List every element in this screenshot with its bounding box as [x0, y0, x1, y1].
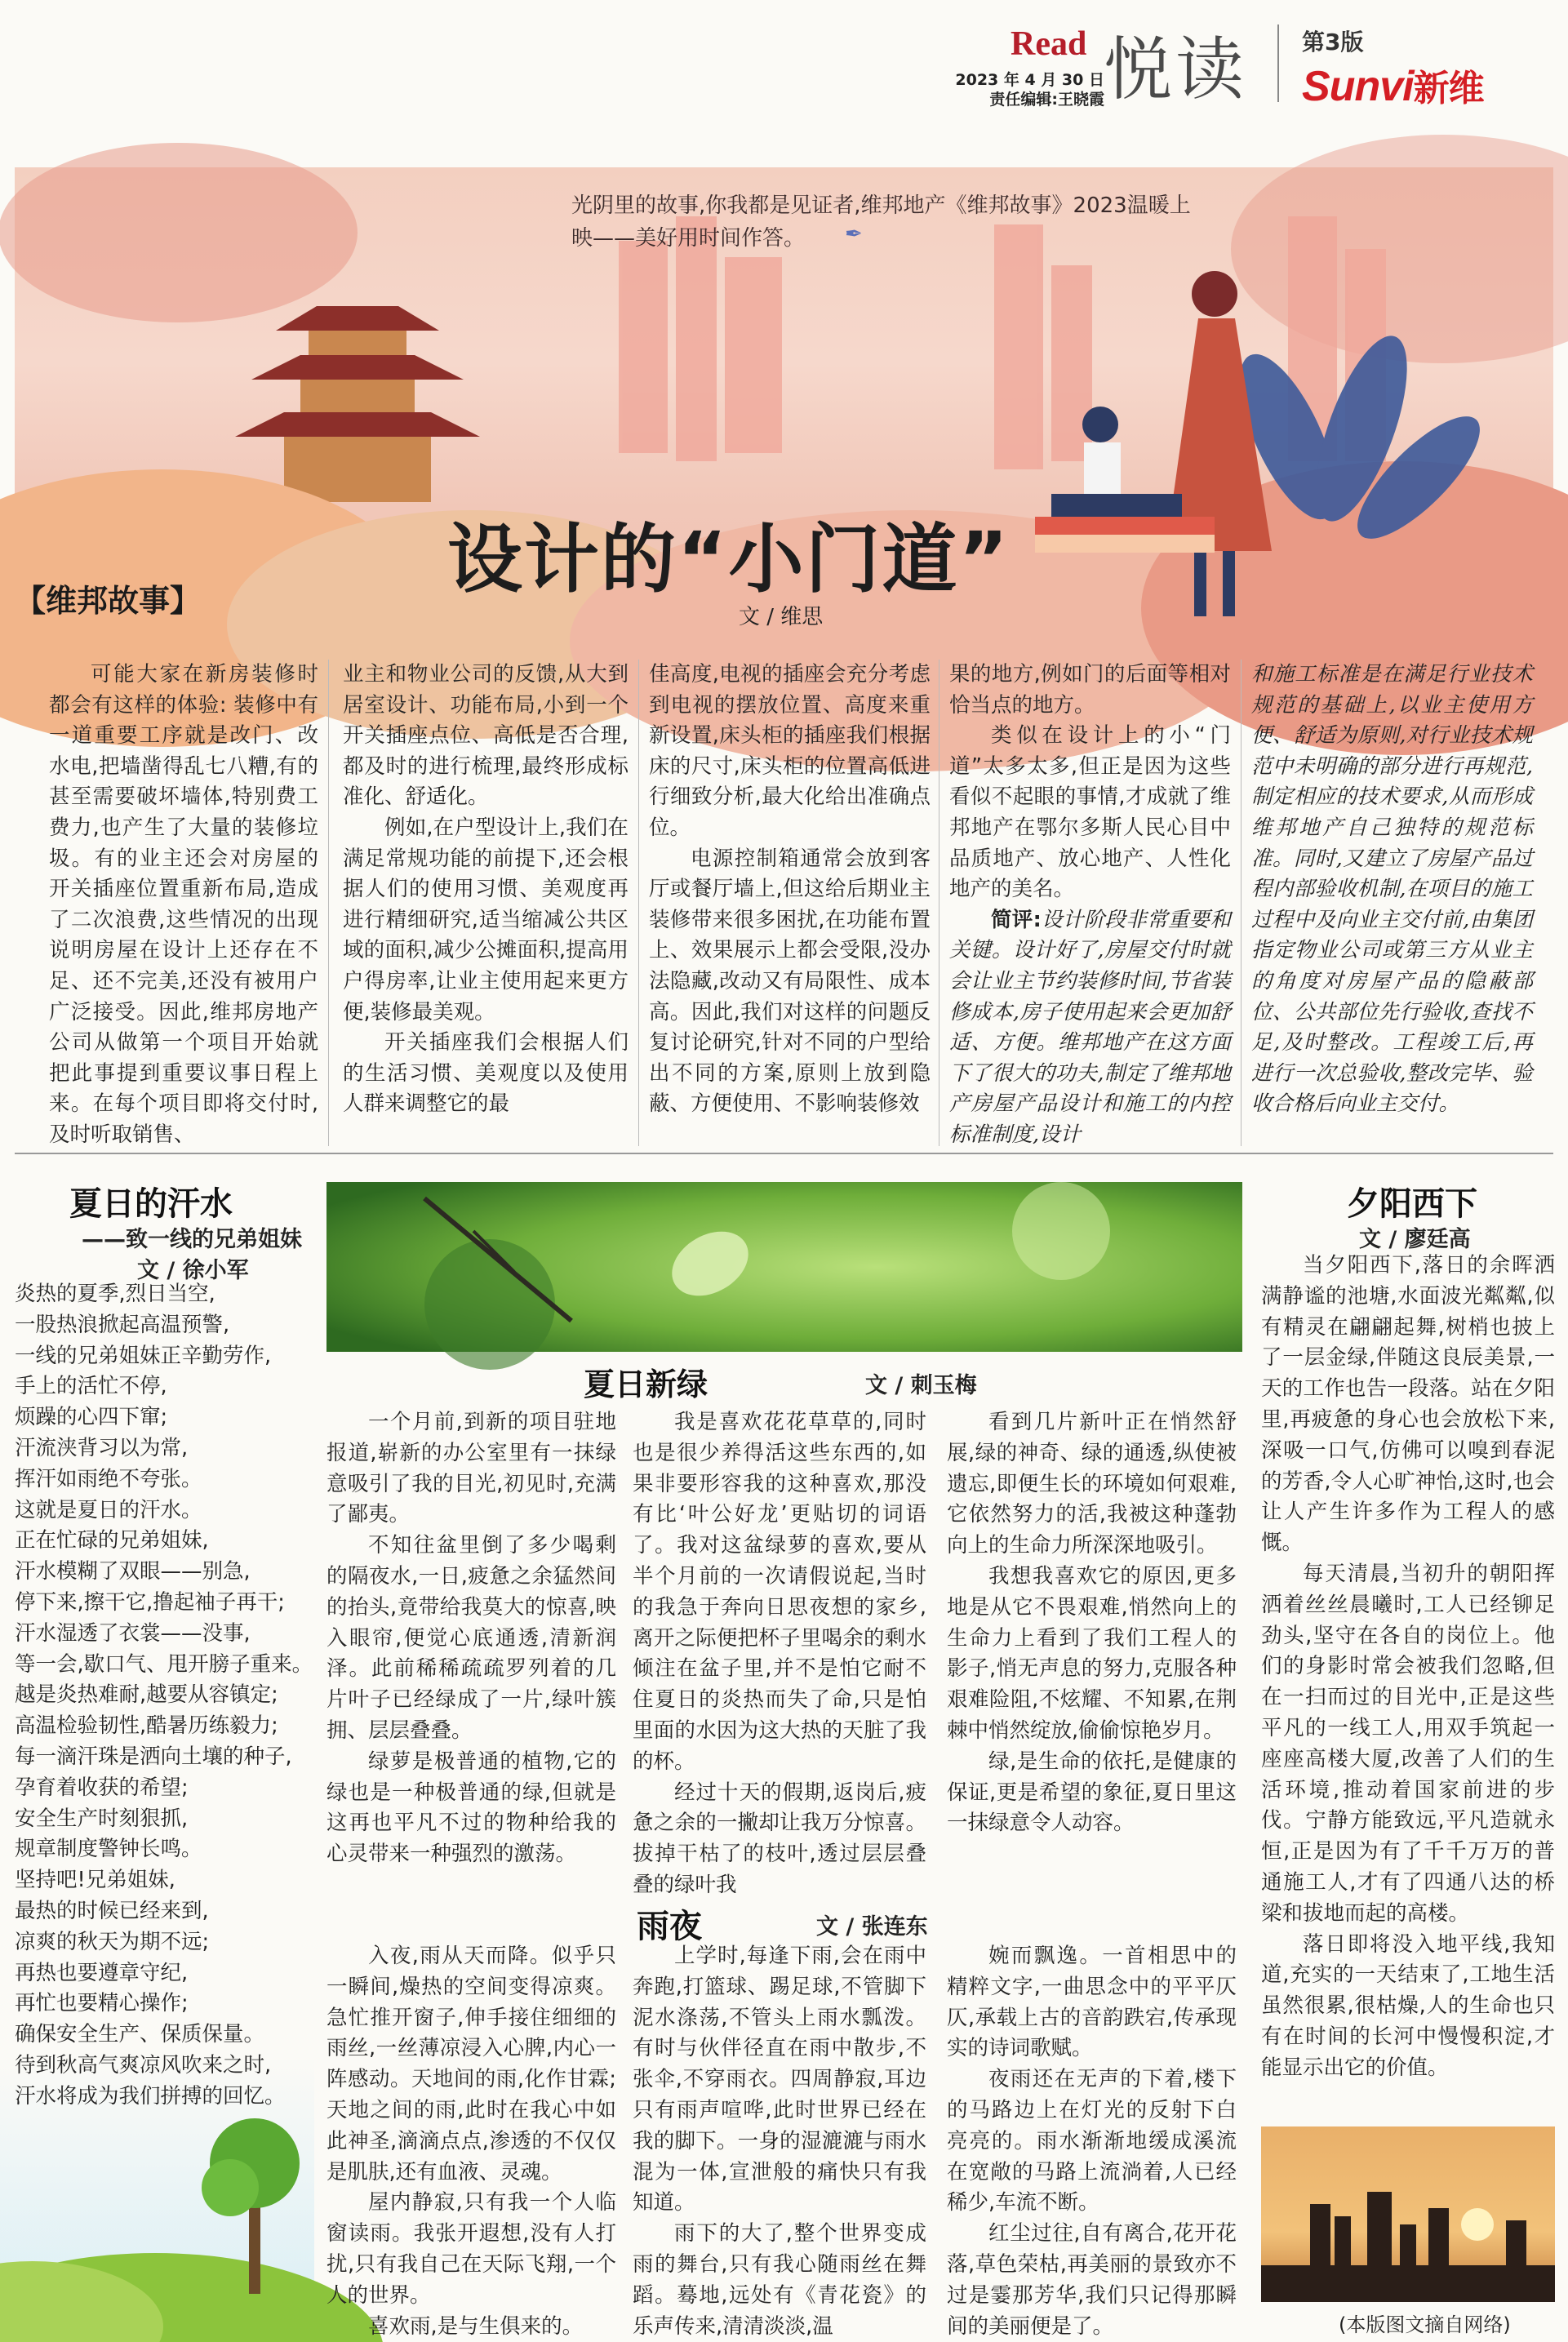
paragraph: 上学时,每逢下雨,会在雨中奔跑,打篮球、踢足球,不管脚下泥水涤荡,不管头上雨水瓢泼。有时与伙伴径直在雨中散步,不张伞,不穿雨衣。四周静寂,耳边只有雨声喧哗,此时世界已经在我的脚下。一身的湿漉漉与雨水混为一体,宣泄般的痛快只有我知道。 — [633, 1944, 926, 2215]
banner-intro: 光阴里的故事,你我都是见证者,维邦地产《维邦故事》2023温暖上映——美好用时间作答。 — [571, 193, 1191, 251]
comment-text: 设计阶段非常重要和关键。设计好了,房屋交付时就会让业主节约装修时间,节省装修成本,房子使用起来会更加舒适、方便。维邦地产在这方面下了很大的功夫,制定了维邦地产房屋产品设计和施工的内控标准制度,设计 — [949, 907, 1231, 1147]
paragraph: 绿,是生命的依托,是健康的保证,更是希望的象征,夏日里这一抹绿意令人动容。 — [947, 1749, 1237, 1836]
rain-col3 — [947, 1941, 1237, 2339]
main-story-col3 — [649, 660, 931, 1149]
main-story-col5 — [1251, 660, 1533, 1149]
sunset-photo-art — [1261, 2126, 1555, 2302]
brand-logo — [1302, 59, 1484, 111]
main-story-col1 — [49, 660, 318, 1149]
paragraph: 看到几片新叶正在悄然舒展,绿的神奇、绿的通透,纵使被遗忘,即便生长的环境如何艰难,它依然努力的活,我被这种蓬勃向上的生命力所深深地吸引。 — [947, 1410, 1237, 1558]
sunset-body — [1261, 1251, 1555, 2120]
green-col1 — [326, 1407, 616, 1873]
rain-col2 — [633, 1941, 926, 2339]
main-headline: 设计的“小门道” — [447, 516, 1010, 603]
leaf-photo — [326, 1182, 1242, 1352]
rain-title: 雨夜 — [637, 1907, 702, 1945]
sunset-photo — [1261, 2126, 1555, 2302]
rain-col1 — [326, 1941, 616, 2339]
issue-date: 2023 年 4 月 30 日 — [955, 71, 1104, 89]
paragraph: 一个月前,到新的项目驻地报道,崭新的办公室里有一抹绿意吸引了我的目光,初见时,充满了鄙夷。 — [326, 1410, 616, 1527]
poem-subtitle: ——致一线的兄弟姐妹 — [82, 1227, 302, 1252]
paragraph: 落日即将没入地平线,我知道,充实的一天结束了,工地生活虽然很累,很枯燥,人的生命也只有在时间的长河中慢慢积淀,才能显示出它的价值。 — [1261, 1931, 1555, 2080]
paragraph: 电源控制箱通常会放到客厅或餐厅墙上,但这给后期业主装修带来很多困扰,在功能布置上、效果展示上都会受限,没办法隐藏,改动又有局限性、成本高。因此,我们对这样的问题反复讨论研究,针对不同的户型给出不同的方案,原则上放到隐蔽、方便使用、不影响装修效 — [649, 846, 931, 1117]
paragraph: 喜欢雨,是与生俱来的。 — [368, 2313, 584, 2339]
paragraph: 雨下的大了,整个世界变成雨的舞台,只有我心随雨丝在舞蹈。蓦地,远处有《青花瓷》的乐声传来,清清淡淡,温 — [633, 2221, 926, 2339]
sunset-byline: 文 / 廖廷高 — [1359, 1227, 1471, 1252]
masthead-read-en: Read — [1011, 25, 1087, 63]
image-credit: (本版图文摘自网络) — [1339, 2313, 1511, 2336]
paragraph: 我是喜欢花花草草的,同时也是很少养得活这些东西的,如果非要形容我的这种喜欢,那没有比‘叶公好龙’更贴切的词语了。我对这盆绿萝的喜欢,要从半个月前的一次请假说起,当时的我急于奔向日思夜想的家乡,离开之际便把杯子里喝余的剩水倾注在盆子里,并不是怕它耐不住夏日的炎热而失了命,只是怕里面的水因为这大热的天脏了我的杯。 — [633, 1410, 926, 1774]
rain-byline: 文 / 张连东 — [816, 1914, 928, 1940]
paragraph: 我想我喜欢它的原因,更多地是从它不畏艰难,悄然向上的生命力上看到了我们工程人的影子,悄无声息的努力,克服各种艰难险阻,不炫耀、不知累,在荆棘中悄然绽放,偷偷惊艳岁月。 — [947, 1563, 1237, 1743]
paragraph: 屋内静寂,只有我一个人临窗读雨。我张开遐想,没有人打扰,只有我自己在天际飞翔,一个人的世界。 — [326, 2190, 616, 2308]
paragraph: 不知往盆里倒了多少喝剩的隔夜水,一日,疲惫之余猛然间的抬头,竟带给我莫大的惊喜,映入眼帘,便觉心底通透,清新润泽。此前稀稀疏疏罗列着的几片叶子已经绿成了一片,绿叶簇拥、层层叠叠。 — [326, 1533, 616, 1743]
masthead-divider — [1277, 24, 1279, 102]
green-col3 — [947, 1407, 1237, 1873]
paragraph: 每天清晨,当初升的朝阳挥洒着丝丝晨曦时,工人已经铆足劲头,坚守在各自的岗位上。他们的身影时常会被我们忽略,但在一扫而过的目光中,正是这些平凡的一线工人,用双手筑起一座座高楼大厦,改善了人们的生活环境,推动着国家前进的步伐。宁静方能致远,平凡造就永恒,正是因为有了千千万万的普通施工人,才有了四通八达的桥梁和拔地而起的高楼。 — [1261, 1561, 1555, 1926]
masthead-read-cn: 悦读 — [1104, 29, 1248, 109]
paragraph: 经过十天的假期,返岗后,疲惫之余的一撇却让我万分惊喜。拔掉干枯了的枝叶,透过层层叠叠的绿叶我 — [633, 1780, 926, 1897]
green-byline: 文 / 刺玉梅 — [865, 1373, 977, 1398]
logo-latin: Sunvi — [1302, 63, 1414, 110]
editor-credit: 责任编辑:王晓霞 — [989, 91, 1104, 109]
paragraph: 红尘过往,自有离合,花开花落,草色荣枯,再美丽的景致亦不过是霎那芳华,我们只记得那瞬间的美丽便是了。 — [947, 2221, 1237, 2339]
sunset-title: 夕阳西下 — [1347, 1184, 1477, 1223]
column-tag: 【维邦故事】 — [15, 583, 202, 619]
paragraph: 类似在设计上的小“门道”太多太多,但正是因为这些看似不起眼的事情,才成就了维邦地产在鄂尔多斯人民心目中品质地产、放心地产、人性化地产的美名。 — [949, 723, 1231, 902]
green-title: 夏日新绿 — [584, 1366, 708, 1402]
comment-paragraph — [949, 905, 1231, 1151]
paragraph: 佳高度,电视的插座会充分考虑到电视的摆放位置、高度来重新设置,床头柜的插座我们根据床的尺寸,床头柜的位置高低进行细致分析,最大化给出准确点位。 — [649, 662, 931, 840]
paragraph: 果的地方,例如门的后面等相对恰当点的地方。 — [949, 662, 1231, 718]
poem-text: 炎热的夏季,烈日当空, 一股热浪掀起高温预警, 一线的兄弟姐妹正辛勤劳作, 手上的活忙不停, 烦躁的心四下窜; 汗流浃背习以为常, 挥汗如雨绝不夸张。 这就是夏日的汗水。 正在忙碌的兄弟姐妹, 汗水模糊了双眼——别急, 停下来,擦干它,撸起袖子再干; 汗水湿透了衣裳——没事, 等一会,歇口气、甩开膀子重来。 越是炎热难耐,越要从容镇定; 高温检验韧性,酷暑历练毅力; 每一滴汗珠是洒向土壤的种子, 孕育着收获的希望; 安全生产时刻狠抓, 规章制度警钟长鸣。 坚持吧!兄弟姐妹, 最热的时候已经来到, 凉爽的秋天为期不远; 再热也要遵章守纪, 再忙也要精心操作; 确保安全生产、保质保量。 待到秋高气爽凉风吹来之时, 汗水将成为我们拼搏的回忆。 — [15, 1282, 313, 2109]
main-story-col2 — [343, 660, 629, 1149]
green-col2 — [633, 1407, 926, 1897]
main-byline: 文 / 维思 — [739, 605, 824, 629]
main-story-col4 — [949, 660, 1231, 1149]
column-rule — [1241, 660, 1242, 1146]
logo-cn: 新维 — [1413, 69, 1484, 109]
paragraph: 入夜,雨从天而降。似乎只一瞬间,燥热的空间变得凉爽。急忙推开窗子,伸手接住细细的雨丝,一丝薄凉浸入心脾,内心一阵感动。天地间的雨,化作甘霖;天地之间的雨,此时在我心中如此神圣,滴滴点点,渗透的不仅仅是肌肤,还有血液、灵魂。 — [326, 1944, 616, 2184]
paragraph: 绿萝是极普通的植物,它的绿也是一种极普通的绿,但就是这再也平凡不过的物种给我的心灵带来一种强烈的激荡。 — [326, 1749, 616, 1867]
paragraph: 夜雨还在无声的下着,楼下的马路边上在灯光的反射下白亮亮的。雨水渐渐地缓成溪流在宽敞的马路上流淌着,人已经稀少,车流不断。 — [947, 2067, 1237, 2215]
column-rule — [638, 660, 639, 1146]
comment-continued: 和施工标准是在满足行业技术规范的基础上,以业主使用方便、舒适为原则,对行业技术规范中未明确的部分进行再规范,制定相应的技术要求,从而形成维邦地产自己独特的规范标准。同时,又建立了房屋产品过程内部验收机制,在项目的施工过程中及向业主交付前,由集团指定物业公司或第三方从业主的角度对房屋产品的隐蔽部位、公共部位先行验收,查找不足,及时整改。工程竣工后,再进行一次总验收,整改完毕、验收合格后向业主交付。 — [1251, 662, 1533, 1117]
paragraph: 当夕阳西下,落日的余晖洒满静谧的池塘,水面波光粼粼,似有精灵在翩翩起舞,树梢也披上了一层金绿,伴随这良辰美景,一天的工作也告一段落。站在夕阳里,再疲惫的身心也会放松下来,深吸一口气,仿佛可以嗅到春泥的芳香,令人心旷神怡,这时,也会让人产生许多作为工程人的感慨。 — [1261, 1253, 1555, 1556]
fountain-pen-icon: ✒ — [845, 222, 863, 247]
masthead-date-block — [953, 70, 1104, 109]
paragraph: 开关插座我们会根据人们的生活习惯、美观度以及使用人群来调整它的最 — [343, 1030, 629, 1117]
leaf-photo-art — [326, 1182, 1242, 1352]
paragraph: 婉而飘逸。一首相思中的精粹文字,一曲思念中的平平仄仄,承载上古的音韵跌宕,传承现实的诗词歌赋。 — [947, 1944, 1237, 2061]
page-number: 第3版 — [1302, 29, 1364, 56]
comment-label: 简评: — [991, 907, 1042, 932]
paragraph: 例如,在户型设计上,我们在满足常规功能的前提下,还会根据人们的使用习惯、美观度再进行精细研究,适当缩减公共区域的面积,减少公摊面积,提高用户得房率,让业主使用起来更方便,装修最美观。 — [343, 815, 629, 1024]
paragraph: 可能大家在新房装修时都会有这样的体验: 装修中有一道重要工序就是改门、改水电,把墙凿得乱七八糟,有的甚至需要破坏墙体,特别费工费力,也产生了大量的装修垃圾。有的业主还会对房屋的开关插座位置重新布局,造成了二次浪费,这些情况的出现说明房屋在设计上还存在不足、还不完美,还没有被用户广泛接受。因此,维邦房地产公司从做第一个项目开始就把此事提到重要议事日程上来。在每个项目即将交付时,及时听取销售、 — [49, 662, 318, 1147]
poem-byline: 文 / 徐小军 — [137, 1258, 249, 1283]
column-rule — [328, 660, 329, 1146]
paragraph: 业主和物业公司的反馈,从大到居室设计、功能布局,小到一个开关插座点位、高低是否合理,都及时的进行梳理,最终形成标准化、舒适化。 — [343, 662, 629, 810]
poem-title: 夏日的汗水 — [69, 1184, 233, 1223]
